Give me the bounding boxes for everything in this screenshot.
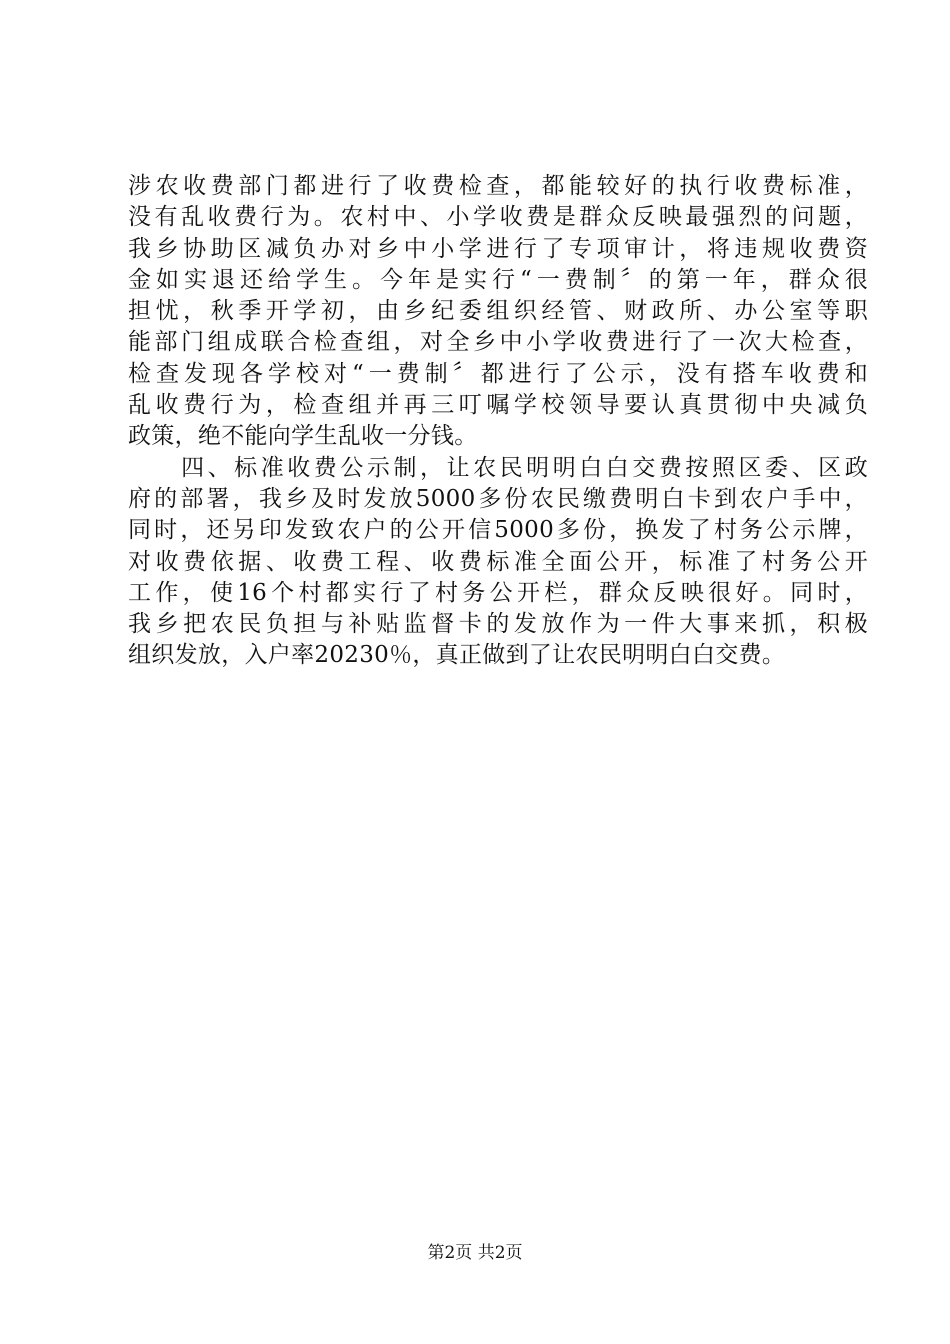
text-line: 乱收费行为，检查组并再三叮嘱学校领导要认真贯彻中央减负 [128,392,868,419]
text-line: 担忧，秋季开学初，由乡纪委组织经管、财政所、办公室等职 [128,298,868,325]
text-line: 府的部署，我乡及时发放5000多份农民缴费明白卡到农户手中， [128,485,868,512]
text-line: 检查发现各学校对“一费制〞都进行了公示，没有搭车收费和 [128,360,868,387]
text-line: 我乡协助区减负办对乡中小学进行了专项审计，将违规收费资 [128,235,868,262]
text-line: 对收费依据、收费工程、收费标准全面公开，标准了村务公开 [128,548,868,575]
document-body [128,171,868,672]
text-line: 能部门组成联合检查组，对全乡中小学收费进行了一次大检查， [128,329,868,356]
text-line: 工作，使16个村都实行了村务公开栏，群众反映很好。同时， [128,579,868,606]
text-line: 金如实退还给学生。今年是实行“一费制〞的第一年，群众很 [128,266,868,293]
text-line: 没有乱收费行为。农村中、小学收费是群众反映最强烈的问题， [128,204,868,231]
text-line: 我乡把农民负担与补贴监督卡的发放作为一件大事来抓，积极 [128,611,868,638]
text-line: 组织发放，入户率20230％，真正做到了让农民明明白白交费。 [128,642,786,669]
text-line: 政策，绝不能向学生乱收一分钱。 [128,423,478,450]
text-line: 四、标准收费公示制，让农民明明白白交费按照区委、区政 [128,454,868,481]
text-line: 涉农收费部门都进行了收费检查，都能较好的执行收费标准， [128,173,868,199]
text-line: 同时，还另印发致农户的公开信5000多份，换发了村务公示牌， [128,517,868,544]
page-number-footer: 第2页 共2页 [427,1243,523,1263]
